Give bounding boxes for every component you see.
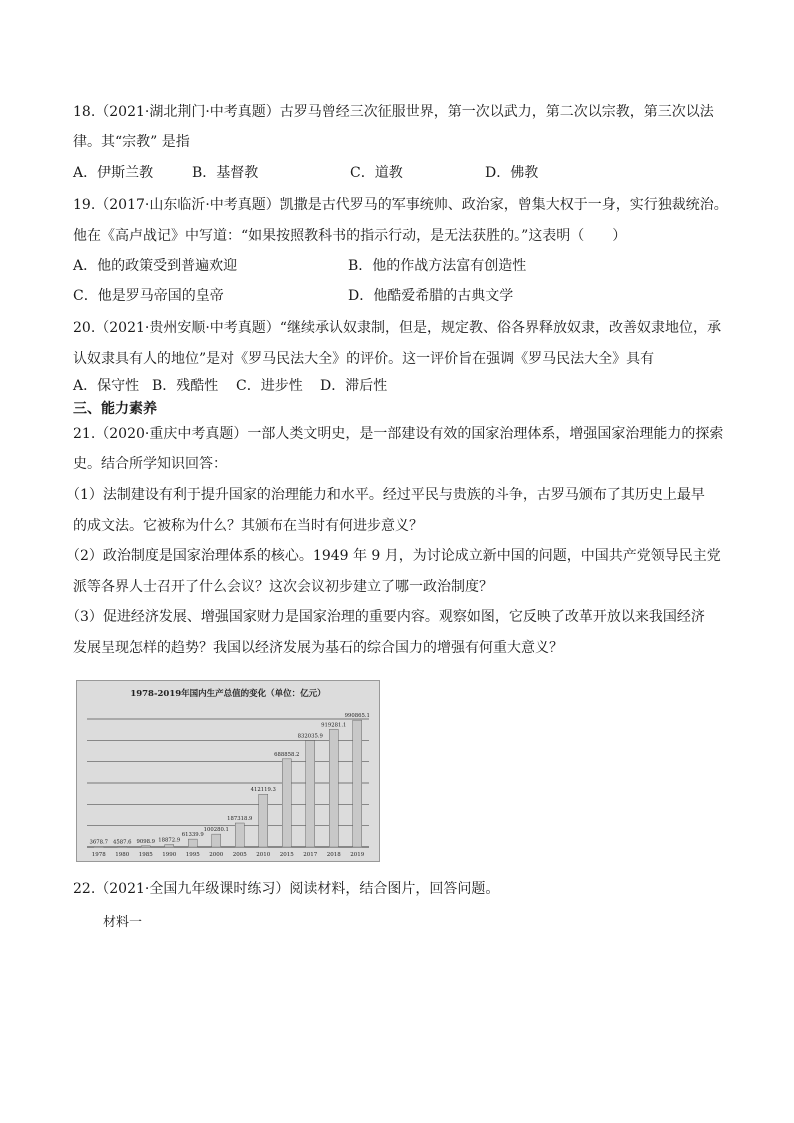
chart-value-label: 61339.9 [181, 832, 204, 839]
chart-bar [235, 823, 244, 847]
q20-option-b: B．残酷性 [152, 378, 219, 394]
q20-option-a: A．保守性 [73, 378, 140, 394]
q19-stem-line-2: 他在《高卢战记》中写道：“如果按照教科书的指示行动，是无法获胜的。”这表明（ ） [73, 228, 627, 244]
chart-value-label: 4587.6 [112, 839, 132, 846]
q22-material-label: 材料一 [103, 915, 143, 930]
chart-value-label: 832035.9 [297, 733, 323, 740]
chart-value-label: 919281.1 [321, 722, 347, 729]
chart-x-tick-label: 2005 [232, 852, 247, 858]
chart-x-tick-label: 1980 [115, 852, 130, 858]
q20-option-c: C．进步性 [236, 378, 303, 394]
chart-value-label: 187318.9 [227, 816, 253, 823]
q19-option-b: B．他的作战方法富有创造性 [348, 258, 527, 274]
q19-option-c: C．他是罗马帝国的皇帝 [73, 288, 224, 304]
q18-option-a: A．伊斯兰教 [73, 165, 154, 181]
chart-value-label: 990865.1 [344, 713, 370, 720]
q18-option-d: D．佛教 [485, 165, 539, 181]
gdp-chart-svg [77, 681, 379, 861]
chart-value-label: 688858.2 [274, 751, 300, 758]
chart-bar [212, 834, 221, 847]
chart-value-label: 9098.9 [136, 838, 156, 845]
chart-bar [329, 729, 338, 847]
q21-stem-line-2: 史。结合所学知识回答： [73, 456, 227, 472]
chart-bar [259, 794, 268, 847]
gdp-bar-chart [76, 680, 380, 862]
q18-option-c: C．道教 [350, 165, 403, 181]
chart-bar [141, 846, 150, 847]
q21-part3-line-2: 发展呈现怎样的趋势？我国以经济发展为基石的综合国力的增强有何重大意义？ [73, 640, 563, 656]
chart-x-tick-label: 1985 [138, 852, 153, 858]
chart-x-tick-label: 1995 [185, 852, 200, 858]
chart-x-tick-label: 2015 [279, 852, 294, 858]
chart-title: 1978-2019年国内生产总值的变化（单位：亿元） [130, 689, 326, 699]
chart-bar [353, 720, 362, 847]
section-heading: 三、能力素养 [73, 401, 157, 417]
q18-option-b: B．基督教 [192, 165, 259, 181]
chart-x-tick-label: 2018 [326, 852, 341, 858]
chart-value-label: 18872.9 [158, 837, 181, 844]
q21-part1-line-2: 的成文法。它被称为什么？其颁布在当时有何进步意义？ [73, 518, 423, 534]
q21-part2-line-1: （2）政治制度是国家治理体系的核心。1949 年 9 月，为讨论成立新中国的问题，中国共产党领导民主党 [66, 548, 721, 564]
q20-option-d: D．滞后性 [320, 378, 388, 394]
q19-option-d: D．他酷爱希腊的古典文学 [348, 288, 514, 304]
chart-x-tick-label: 2017 [303, 852, 318, 858]
chart-value-label: 100280.1 [203, 827, 229, 834]
chart-bar [306, 740, 315, 847]
q22-stem-line-1: 22.（2021·全国九年级课时练习）阅读材料，结合图片，回答问题。 [73, 881, 500, 897]
chart-bar [118, 846, 127, 847]
q20-stem-line-1: 20.（2021·贵州安顺·中考真题）“继续承认奴隶制，但是，规定教、俗各界释放奴隶，改善奴隶地位，承 [73, 320, 721, 336]
chart-value-label: 412119.3 [250, 787, 276, 794]
chart-bar [94, 847, 103, 848]
q21-part1-line-1: （1）法制建设有利于提升国家的治理能力和水平。经过平民与贵族的斗争，古罗马颁布了其历史上最早 [66, 487, 705, 503]
chart-x-tick-label: 2019 [350, 852, 365, 858]
chart-value-label: 3678.7 [89, 839, 109, 846]
q19-stem-line-1: 19.（2017·山东临沂·中考真题）凯撒是古代罗马的军事统帅、政治家，曾集大权于一身，实行独裁统治。 [73, 197, 728, 213]
q19-option-a: A．他的政策受到普遍欢迎 [73, 258, 238, 274]
chart-bar [165, 845, 174, 847]
q21-part3-line-1: （3）促进经济发展、增强国家财力是国家治理的重要内容。观察如图，它反映了改革开放以来我国经济 [66, 609, 705, 625]
chart-x-tick-label: 2010 [256, 852, 271, 858]
q20-stem-line-2: 认奴隶具有人的地位”是对《罗马民法大全》的评价。这一评价旨在强调《罗马民法大全》具有 [73, 351, 655, 367]
chart-x-tick-label: 2000 [209, 852, 224, 858]
q21-part2-line-2: 派等各界人士召开了什么会议？这次会议初步建立了哪一政治制度？ [73, 579, 493, 595]
q18-stem-line-1: 18.（2021·湖北荆门·中考真题）古罗马曾经三次征服世界，第一次以武力，第二次以宗教，第三次以法 [73, 104, 714, 120]
chart-x-ticks [92, 852, 365, 858]
chart-bar [282, 759, 291, 847]
chart-x-tick-label: 1978 [91, 852, 106, 858]
chart-bar [188, 839, 197, 847]
q18-stem-line-2: 律。其“宗教” 是指 [73, 134, 190, 150]
chart-x-tick-label: 1990 [162, 852, 177, 858]
q21-stem-line-1: 21.（2020·重庆中考真题）一部人类文明史，是一部建设有效的国家治理体系，增强国家治理能力的探索 [73, 426, 724, 442]
